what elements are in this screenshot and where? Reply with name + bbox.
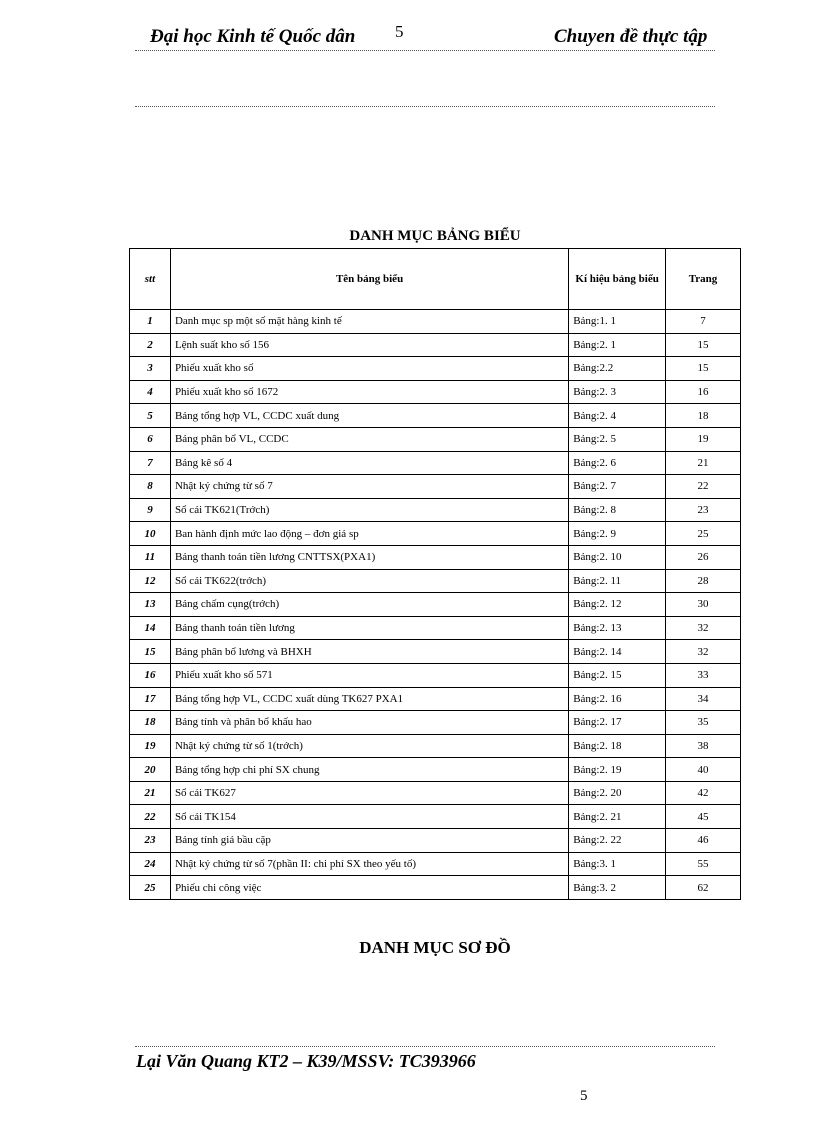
table-row: [130, 758, 741, 782]
cell-stt: 19: [130, 734, 171, 758]
cell-name: Nhật ký chứng từ số 7(phần II: chi phí SX theo yếu tố): [170, 852, 568, 876]
cell-stt: 7: [130, 451, 171, 475]
table-row: [130, 427, 741, 451]
cell-stt: 1: [130, 310, 171, 334]
cell-page: 15: [666, 357, 741, 381]
cell-name: Sổ cái TK622(trớch): [170, 569, 568, 593]
cell-name: Bảng phân bổ VL, CCDC: [170, 427, 568, 451]
cell-page: 35: [666, 711, 741, 735]
cell-page: 32: [666, 640, 741, 664]
cell-name: Sổ cái TK621(Trớch): [170, 498, 568, 522]
cell-code: Bảng:2. 9: [569, 522, 666, 546]
cell-stt: 14: [130, 616, 171, 640]
cell-code: Bảng:2. 5: [569, 427, 666, 451]
column-header-stt: stt: [130, 249, 171, 310]
cell-name: Bảng thanh toán tiền lương: [170, 616, 568, 640]
cell-stt: 10: [130, 522, 171, 546]
cell-name: Phiếu xuất kho số 1672: [170, 380, 568, 404]
cell-stt: 12: [130, 569, 171, 593]
cell-page: 19: [666, 427, 741, 451]
header-university: Đại học Kinh tế Quốc dân: [150, 26, 356, 47]
cell-page: 16: [666, 380, 741, 404]
cell-name: Bảng tổng hợp chi phí SX chung: [170, 758, 568, 782]
diagrams-list-title: DANH MỤC SƠ ĐỒ: [359, 938, 511, 957]
cell-code: Bảng:2. 20: [569, 781, 666, 805]
cell-stt: 8: [130, 475, 171, 499]
table-row: [130, 522, 741, 546]
table-row: [130, 734, 741, 758]
cell-name: Bảng thanh toán tiền lương CNTTSX(PXA1): [170, 545, 568, 569]
cell-name: Nhật ký chứng từ số 1(trớch): [170, 734, 568, 758]
cell-code: Bảng:2. 3: [569, 380, 666, 404]
cell-page: 26: [666, 545, 741, 569]
cell-code: Bảng:2. 13: [569, 616, 666, 640]
tables-list-table: [129, 248, 741, 900]
cell-stt: 6: [130, 427, 171, 451]
cell-stt: 2: [130, 333, 171, 357]
table-row: [130, 569, 741, 593]
cell-page: 18: [666, 404, 741, 428]
header-page-number: 5: [395, 22, 404, 41]
cell-stt: 16: [130, 663, 171, 687]
column-header-code: Kí hiệu bảng biểu: [569, 249, 666, 310]
cell-name: Lệnh suất kho số 156: [170, 333, 568, 357]
cell-page: 22: [666, 475, 741, 499]
cell-code: Bảng:2. 4: [569, 404, 666, 428]
cell-code: Bảng:2. 11: [569, 569, 666, 593]
column-header-page: Trang: [666, 249, 741, 310]
cell-code: Bảng:2. 15: [569, 663, 666, 687]
table-body: [130, 310, 741, 900]
cell-code: Bảng:2. 14: [569, 640, 666, 664]
cell-stt: 24: [130, 852, 171, 876]
cell-name: Phiếu chi công việc: [170, 876, 568, 900]
header-divider-secondary: [135, 106, 715, 107]
cell-page: 46: [666, 829, 741, 853]
footer-divider: [135, 1046, 715, 1047]
cell-stt: 21: [130, 781, 171, 805]
cell-code: Bảng:1. 1: [569, 310, 666, 334]
table-row: [130, 593, 741, 617]
cell-code: Bảng:3. 1: [569, 852, 666, 876]
header-divider: [135, 50, 715, 51]
cell-stt: 15: [130, 640, 171, 664]
cell-name: Bảng kê số 4: [170, 451, 568, 475]
table-row: [130, 711, 741, 735]
cell-name: Bảng tổng hợp VL, CCDC xuất dung: [170, 404, 568, 428]
cell-page: 34: [666, 687, 741, 711]
cell-stt: 13: [130, 593, 171, 617]
cell-stt: 11: [130, 545, 171, 569]
cell-name: Phiếu xuất kho số: [170, 357, 568, 381]
cell-code: Bảng:2. 1: [569, 333, 666, 357]
cell-name: Sổ cái TK154: [170, 805, 568, 829]
table-row: [130, 876, 741, 900]
cell-page: 45: [666, 805, 741, 829]
cell-stt: 23: [130, 829, 171, 853]
cell-code: Bảng:2.2: [569, 357, 666, 381]
cell-stt: 20: [130, 758, 171, 782]
table-row: [130, 404, 741, 428]
cell-page: 62: [666, 876, 741, 900]
table-row: [130, 687, 741, 711]
table-row: [130, 640, 741, 664]
table-row: [130, 852, 741, 876]
cell-page: 32: [666, 616, 741, 640]
header-document-type: Chuyen đề thực tập: [554, 26, 708, 47]
cell-page: 25: [666, 522, 741, 546]
cell-stt: 17: [130, 687, 171, 711]
cell-code: Bảng:2. 19: [569, 758, 666, 782]
cell-name: Danh mục sp một số mặt hàng kinh tế: [170, 310, 568, 334]
table-row: [130, 781, 741, 805]
cell-stt: 9: [130, 498, 171, 522]
table-row: [130, 451, 741, 475]
table-row: [130, 829, 741, 853]
cell-stt: 5: [130, 404, 171, 428]
cell-code: Bảng:2. 8: [569, 498, 666, 522]
cell-page: 21: [666, 451, 741, 475]
table-row: [130, 663, 741, 687]
cell-stt: 4: [130, 380, 171, 404]
cell-code: Bảng:2. 17: [569, 711, 666, 735]
cell-stt: 22: [130, 805, 171, 829]
footer-page-number: 5: [580, 1088, 588, 1104]
cell-name: Phiếu xuất kho số 571: [170, 663, 568, 687]
cell-code: Bảng:2. 18: [569, 734, 666, 758]
table-row: [130, 380, 741, 404]
table-row: [130, 310, 741, 334]
cell-page: 40: [666, 758, 741, 782]
table-row: [130, 616, 741, 640]
cell-code: Bảng:2. 12: [569, 593, 666, 617]
cell-code: Bảng:2. 6: [569, 451, 666, 475]
cell-page: 7: [666, 310, 741, 334]
cell-name: Ban hành định mức lao động – đơn giá sp: [170, 522, 568, 546]
cell-stt: 3: [130, 357, 171, 381]
cell-code: Bảng:2. 10: [569, 545, 666, 569]
table-row: [130, 357, 741, 381]
table-row: [130, 545, 741, 569]
cell-page: 55: [666, 852, 741, 876]
table-row: [130, 333, 741, 357]
table-header-row: [130, 249, 741, 310]
cell-code: Bảng:2. 21: [569, 805, 666, 829]
cell-code: Bảng:2. 16: [569, 687, 666, 711]
cell-name: Nhật ký chứng từ số 7: [170, 475, 568, 499]
cell-code: Bảng:2. 7: [569, 475, 666, 499]
tables-list-title: DANH MỤC BẢNG BIỂU: [349, 228, 521, 244]
cell-page: 38: [666, 734, 741, 758]
cell-page: 28: [666, 569, 741, 593]
table-row: [130, 805, 741, 829]
cell-page: 15: [666, 333, 741, 357]
cell-page: 23: [666, 498, 741, 522]
cell-page: 30: [666, 593, 741, 617]
cell-name: Bảng tổng hợp VL, CCDC xuất dùng TK627 PXA1: [170, 687, 568, 711]
cell-page: 33: [666, 663, 741, 687]
cell-name: Bảng phân bổ lương và BHXH: [170, 640, 568, 664]
cell-code: Bảng:2. 22: [569, 829, 666, 853]
cell-name: Bảng chấm cụng(trớch): [170, 593, 568, 617]
cell-stt: 18: [130, 711, 171, 735]
cell-stt: 25: [130, 876, 171, 900]
cell-page: 42: [666, 781, 741, 805]
cell-name: Bảng tính giá bầu cặp: [170, 829, 568, 853]
table-row: [130, 475, 741, 499]
cell-name: Bảng tính và phân bổ khấu hao: [170, 711, 568, 735]
column-header-name: Tên bảng biểu: [170, 249, 568, 310]
table-row: [130, 498, 741, 522]
cell-code: Bảng:3. 2: [569, 876, 666, 900]
cell-name: Sổ cái TK627: [170, 781, 568, 805]
footer-author: Lại Văn Quang KT2 – K39/MSSV: TC393966: [136, 1051, 476, 1071]
